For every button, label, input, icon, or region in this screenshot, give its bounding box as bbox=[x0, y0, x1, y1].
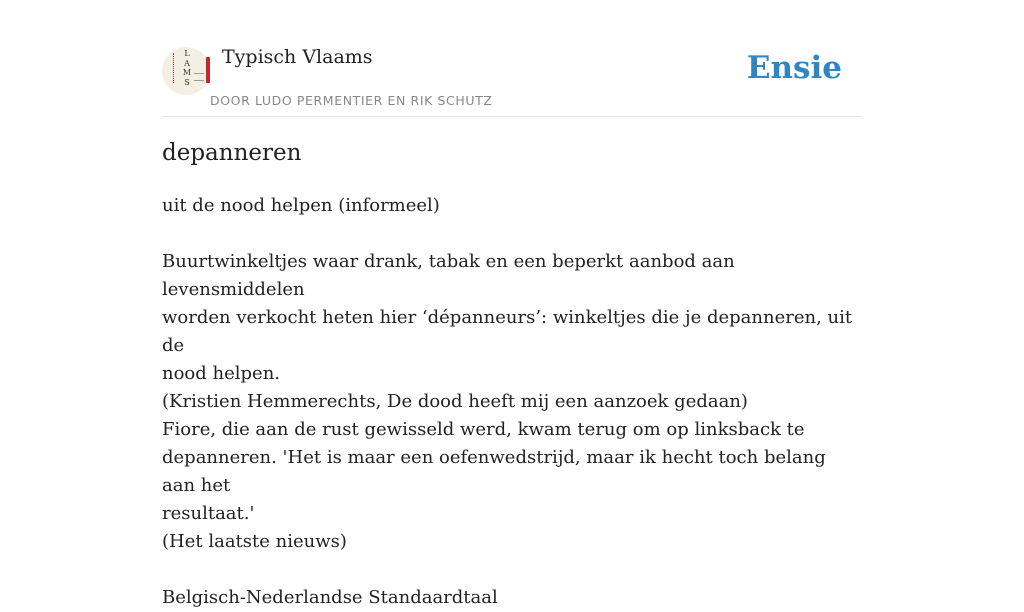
example-source: (Kristien Hemmerechts, De dood heeft mij een aanzoek gedaan) bbox=[162, 391, 748, 412]
header bbox=[162, 0, 862, 117]
avatar-red-bar bbox=[206, 57, 210, 83]
example-line: Buurtwinkeltjes waar drank, tabak en een beperkt aanbod aan levensmiddelen bbox=[162, 251, 735, 300]
example-line: nood helpen. bbox=[162, 363, 281, 384]
page bbox=[162, 0, 862, 608]
avatar-letter: S bbox=[184, 77, 190, 87]
avatar-letter: A bbox=[184, 58, 190, 68]
avatar-text-lines bbox=[194, 73, 204, 81]
brand-logo[interactable]: Ensie bbox=[746, 50, 842, 86]
entry-content bbox=[162, 192, 862, 612]
blog-title[interactable]: Typisch Vlaams bbox=[222, 46, 373, 68]
avatar-letter: L bbox=[184, 49, 190, 58]
example-source: (Het laatste nieuws) bbox=[162, 531, 347, 552]
example-line: depanneren. 'Het is maar een oefenwedstrijd, maar ik hecht toch belang aan het bbox=[162, 447, 826, 496]
example-line: resultaat.' bbox=[162, 503, 255, 524]
avatar-letter: M bbox=[182, 68, 192, 77]
spacer bbox=[162, 556, 862, 584]
blog-avatar[interactable] bbox=[162, 47, 210, 95]
entry-category: Belgisch-Nederlandse Standaardtaal bbox=[162, 587, 498, 608]
entry-title: depanneren bbox=[162, 140, 302, 166]
avatar-letters bbox=[181, 49, 193, 87]
example-line: worden verkocht heten hier ‘dépanneurs’: winkeltjes die je depanneren, uit de bbox=[162, 307, 853, 356]
definition: uit de nood helpen (informeel) bbox=[162, 195, 440, 216]
spacer bbox=[162, 220, 862, 248]
avatar-dotted-line bbox=[173, 53, 176, 83]
byline: DOOR LUDO PERMENTIER EN RIK SCHUTZ bbox=[210, 93, 493, 108]
example-line: Fiore, die aan de rust gewisseld werd, kwam terug om op linksback te bbox=[162, 419, 805, 440]
